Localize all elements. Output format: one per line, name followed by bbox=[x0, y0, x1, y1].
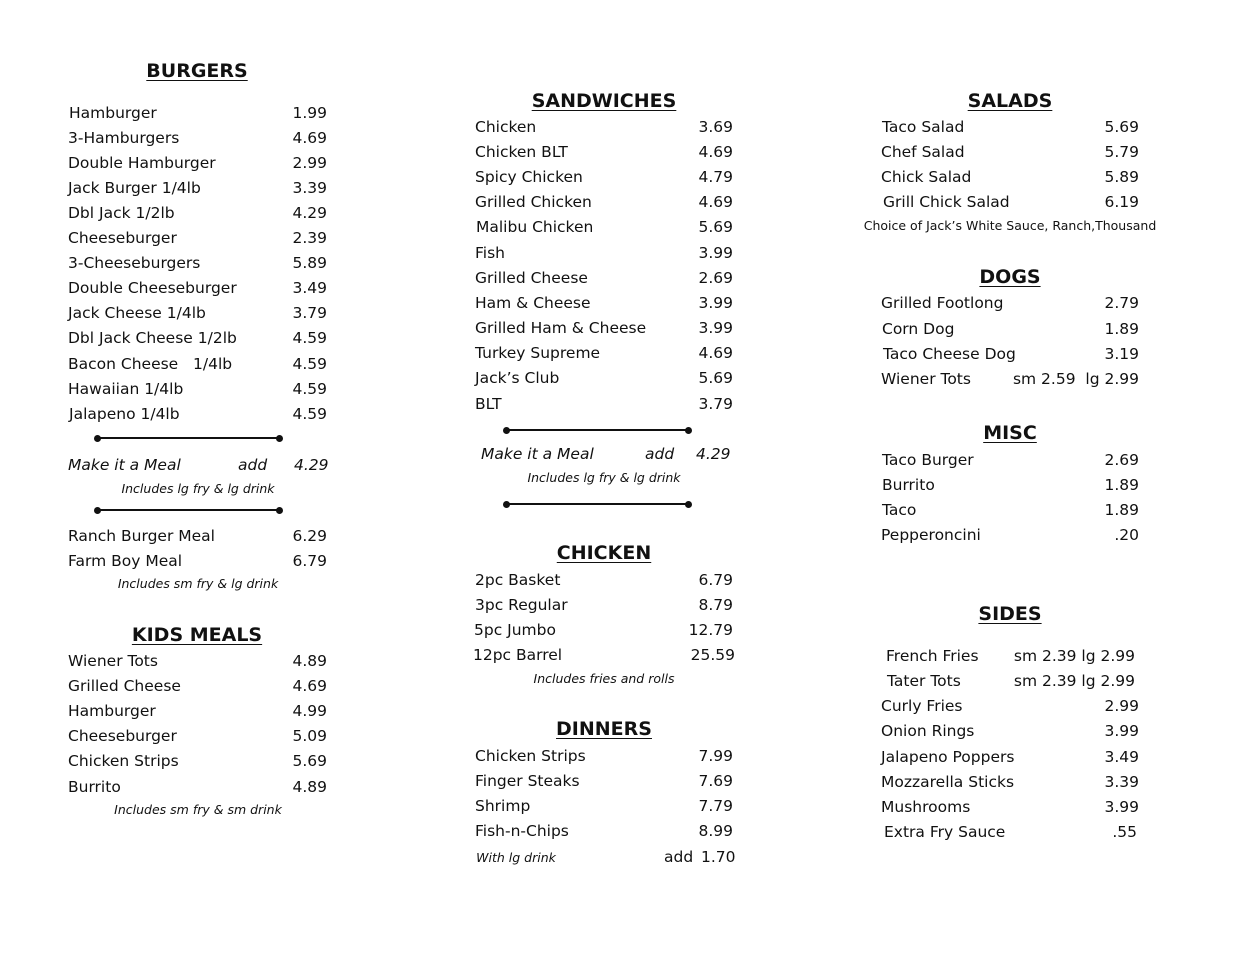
item-name: 12pc Barrel bbox=[473, 646, 563, 664]
item-price: 1.89 bbox=[1104, 320, 1139, 338]
item-name: Finger Steaks bbox=[475, 772, 580, 790]
item-name: Wiener Tots bbox=[68, 652, 158, 670]
item-name: BLT bbox=[475, 395, 502, 413]
item-price: 4.69 bbox=[292, 129, 327, 147]
item-price: 5.69 bbox=[292, 752, 327, 770]
item-price: 3.19 bbox=[1104, 345, 1139, 363]
item-name: Spicy Chicken bbox=[475, 168, 583, 186]
item-name: Curly Fries bbox=[881, 697, 963, 715]
item-price: 3.79 bbox=[292, 304, 327, 322]
item-name: Fish-n-Chips bbox=[475, 822, 569, 840]
item-name: Grilled Footlong bbox=[881, 294, 1004, 312]
item-price: 4.89 bbox=[292, 652, 327, 670]
kids-note: Includes sm fry & sm drink bbox=[114, 802, 282, 817]
item-name: Dbl Jack 1/2lb bbox=[68, 204, 175, 222]
divider-line bbox=[506, 503, 689, 505]
item-price: 4.69 bbox=[698, 193, 733, 211]
item-price: 4.59 bbox=[292, 380, 327, 398]
meal-add: add bbox=[645, 445, 675, 463]
item-price: 4.59 bbox=[292, 329, 327, 347]
item-price: 1.99 bbox=[292, 104, 327, 122]
item-name: Grill Chick Salad bbox=[883, 193, 1010, 211]
item-name: Chicken Strips bbox=[68, 752, 179, 770]
item-name: Taco Cheese Dog bbox=[883, 345, 1016, 363]
divider-line bbox=[97, 509, 280, 511]
item-name: Burrito bbox=[68, 778, 121, 796]
item-price: 3.99 bbox=[1104, 722, 1139, 740]
item-price: 3.39 bbox=[1104, 773, 1139, 791]
item-name: Jalapeno Poppers bbox=[881, 748, 1015, 766]
item-price: 4.59 bbox=[292, 405, 327, 423]
item-name: Grilled Cheese bbox=[68, 677, 181, 695]
meal-price: 4.29 bbox=[696, 445, 731, 463]
sandwiches-title: SANDWICHES bbox=[531, 90, 677, 112]
item-name: Bacon Cheese 1/4lb bbox=[68, 355, 233, 373]
drink-label: With lg drink bbox=[476, 850, 556, 865]
item-name: Jack Cheese 1/4lb bbox=[68, 304, 206, 322]
salads-title: SALADS bbox=[967, 90, 1053, 112]
item-name: Double Cheeseburger bbox=[68, 279, 237, 297]
chicken-note: Includes fries and rolls bbox=[533, 671, 675, 686]
item-price: 4.69 bbox=[292, 677, 327, 695]
chicken-title: CHICKEN bbox=[556, 542, 652, 564]
item-name: Dbl Jack Cheese 1/2lb bbox=[68, 329, 237, 347]
divider-line bbox=[506, 429, 689, 431]
item-name: Farm Boy Meal bbox=[68, 552, 183, 570]
item-price: 5.79 bbox=[1104, 143, 1139, 161]
item-price: 5.69 bbox=[698, 218, 733, 236]
item-price: 3.79 bbox=[698, 395, 733, 413]
item-price: 25.59 bbox=[690, 646, 735, 664]
item-price: 6.19 bbox=[1104, 193, 1139, 211]
meal-note: Includes lg fry & lg drink bbox=[121, 481, 275, 496]
item-price: 2.99 bbox=[292, 154, 327, 172]
item-name: Cheeseburger bbox=[68, 727, 177, 745]
item-price: 4.99 bbox=[292, 702, 327, 720]
item-name: 5pc Jumbo bbox=[474, 621, 556, 639]
drink-price: 1.70 bbox=[701, 848, 736, 866]
item-name: Jalapeno 1/4lb bbox=[69, 405, 180, 423]
item-price: 5.69 bbox=[1104, 118, 1139, 136]
item-name: Hawaiian 1/4lb bbox=[68, 380, 184, 398]
meal-price: 4.29 bbox=[294, 456, 329, 474]
item-name: Corn Dog bbox=[882, 320, 955, 338]
item-name: Grilled Cheese bbox=[475, 269, 588, 287]
item-name: Chicken Strips bbox=[475, 747, 586, 765]
item-price: .20 bbox=[1114, 526, 1139, 544]
item-name: Grilled Chicken bbox=[475, 193, 592, 211]
salads-note: Choice of Jack’s White Sauce, Ranch,Thousand bbox=[863, 218, 1157, 233]
item-name: Pepperoncini bbox=[881, 526, 981, 544]
item-price: 2.69 bbox=[698, 269, 733, 287]
item-name: Chicken BLT bbox=[475, 143, 568, 161]
item-price: 7.79 bbox=[698, 797, 733, 815]
item-price: 6.79 bbox=[292, 552, 327, 570]
item-price: 5.89 bbox=[1104, 168, 1139, 186]
item-name: Mozzarella Sticks bbox=[881, 773, 1015, 791]
item-name: 3pc Regular bbox=[475, 596, 568, 614]
item-name: Chicken bbox=[475, 118, 537, 136]
item-name: Chick Salad bbox=[881, 168, 972, 186]
item-price: 3.99 bbox=[1104, 798, 1139, 816]
item-name: Tater Tots bbox=[887, 672, 961, 690]
item-price: 8.99 bbox=[698, 822, 733, 840]
item-name: Cheeseburger bbox=[68, 229, 177, 247]
item-price: 2.99 bbox=[1104, 697, 1139, 715]
meal-add: add bbox=[238, 456, 268, 474]
divider-line bbox=[97, 437, 280, 439]
item-name: Wiener Tots bbox=[881, 370, 971, 388]
item-name: Ranch Burger Meal bbox=[68, 527, 215, 545]
item-name: Taco Salad bbox=[882, 118, 965, 136]
item-name: Jack’s Club bbox=[475, 369, 560, 387]
item-price: .55 bbox=[1112, 823, 1137, 841]
item-price: 4.29 bbox=[292, 204, 327, 222]
combo-note: Includes sm fry & lg drink bbox=[117, 576, 279, 591]
item-price: 12.79 bbox=[688, 621, 733, 639]
item-name: Grilled Ham & Cheese bbox=[475, 319, 647, 337]
item-name: Chef Salad bbox=[881, 143, 965, 161]
item-name: Onion Rings bbox=[881, 722, 975, 740]
drink-add: add bbox=[664, 848, 694, 866]
meal-note: Includes lg fry & lg drink bbox=[527, 470, 681, 485]
item-price: 3.69 bbox=[698, 118, 733, 136]
item-price: 8.79 bbox=[698, 596, 733, 614]
item-price: 3.49 bbox=[1104, 748, 1139, 766]
item-price: 7.69 bbox=[698, 772, 733, 790]
item-name: Extra Fry Sauce bbox=[884, 823, 1006, 841]
item-name: Turkey Supreme bbox=[475, 344, 601, 362]
item-price: 6.79 bbox=[698, 571, 733, 589]
item-name: Taco bbox=[882, 501, 917, 519]
item-price: 3.99 bbox=[698, 244, 733, 262]
burgers-title: BURGERS bbox=[146, 60, 248, 82]
item-name: Hamburger bbox=[68, 702, 156, 720]
item-price: 3.39 bbox=[292, 179, 327, 197]
item-name: Burrito bbox=[882, 476, 935, 494]
item-price: 5.89 bbox=[292, 254, 327, 272]
meal-label: Make it a Meal bbox=[481, 445, 594, 463]
item-name: 3-Hamburgers bbox=[68, 129, 180, 147]
item-name: Ham & Cheese bbox=[475, 294, 591, 312]
item-name: Taco Burger bbox=[882, 451, 974, 469]
item-name: Mushrooms bbox=[881, 798, 971, 816]
item-name: Fish bbox=[475, 244, 505, 262]
item-price: 7.99 bbox=[698, 747, 733, 765]
item-price: 3.99 bbox=[698, 319, 733, 337]
dogs-title: DOGS bbox=[979, 266, 1041, 288]
item-name: Jack Burger 1/4lb bbox=[68, 179, 201, 197]
item-name: Double Hamburger bbox=[68, 154, 216, 172]
item-price: 4.69 bbox=[698, 344, 733, 362]
item-price: 2.39 bbox=[292, 229, 327, 247]
misc-title: MISC bbox=[983, 422, 1037, 444]
item-price: 4.69 bbox=[698, 143, 733, 161]
sides-title: SIDES bbox=[978, 603, 1042, 625]
item-price: 3.99 bbox=[698, 294, 733, 312]
item-price: sm 2.39 lg 2.99 bbox=[1013, 672, 1135, 690]
item-price: sm 2.39 lg 2.99 bbox=[1013, 647, 1135, 665]
dinners-title: DINNERS bbox=[556, 718, 652, 740]
item-price: 1.89 bbox=[1104, 476, 1139, 494]
item-price: 5.09 bbox=[292, 727, 327, 745]
item-name: 3-Cheeseburgers bbox=[68, 254, 201, 272]
item-price: 4.79 bbox=[698, 168, 733, 186]
item-price: 5.69 bbox=[698, 369, 733, 387]
item-name: Hamburger bbox=[69, 104, 157, 122]
item-price: 6.29 bbox=[292, 527, 327, 545]
item-name: Malibu Chicken bbox=[476, 218, 594, 236]
item-price: 3.49 bbox=[292, 279, 327, 297]
item-name: French Fries bbox=[886, 647, 979, 665]
item-price: 4.89 bbox=[292, 778, 327, 796]
meal-label: Make it a Meal bbox=[68, 456, 181, 474]
item-price: 2.69 bbox=[1104, 451, 1139, 469]
item-name: 2pc Basket bbox=[475, 571, 561, 589]
item-price: 2.79 bbox=[1104, 294, 1139, 312]
item-name: Shrimp bbox=[475, 797, 531, 815]
item-price: 1.89 bbox=[1104, 501, 1139, 519]
item-price: 4.59 bbox=[292, 355, 327, 373]
item-price: sm 2.59 lg 2.99 bbox=[1012, 370, 1139, 388]
kids-meals-title: KIDS MEALS bbox=[131, 624, 263, 646]
